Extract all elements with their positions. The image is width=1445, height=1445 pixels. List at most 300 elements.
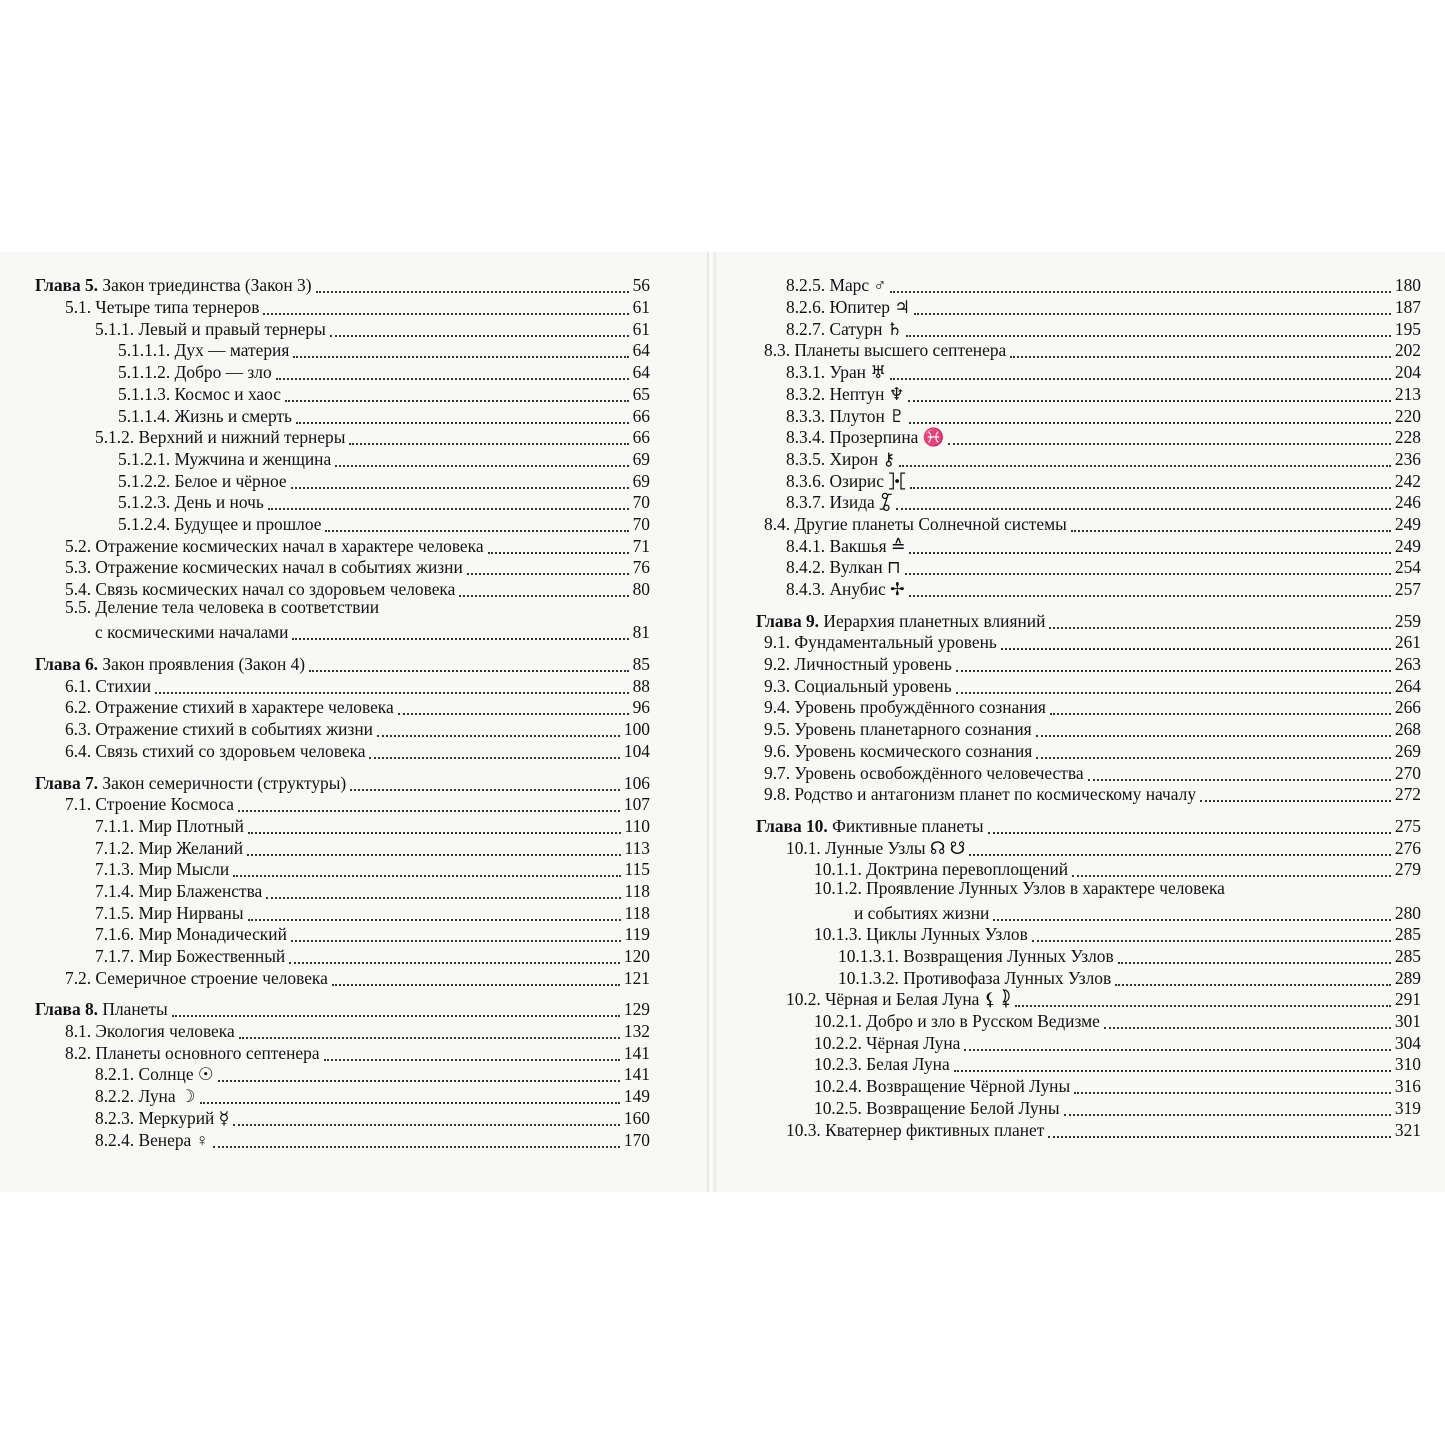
page-number: 110: [624, 815, 650, 836]
toc-entry-title: [786, 297, 910, 319]
dot-leader: [906, 317, 1391, 336]
toc-entry-title: [814, 878, 1225, 898]
toc-title-text: 5.1.2.1. Мужчина и женщина: [118, 448, 332, 469]
dot-leader: [1048, 1118, 1391, 1137]
toc-entry: [35, 337, 650, 359]
toc-entry-title: [95, 1130, 209, 1152]
page-number: 113: [624, 837, 650, 858]
toc-entry: [756, 921, 1421, 943]
toc-entry: [35, 834, 650, 856]
page-number: 170: [623, 1129, 650, 1150]
dot-leader: [218, 1063, 620, 1082]
page-number: 70: [632, 492, 650, 513]
toc-entry-title: [65, 1043, 320, 1065]
toc-title-text: 7.1. Строение Космоса: [65, 794, 234, 815]
toc-entry: [35, 921, 650, 943]
toc-title-text: 5.1.1.1. Дух — материя: [118, 340, 290, 361]
toc-chapter-entry: [756, 813, 1421, 835]
toc-title-text: 8.2.5. Марс ♂: [786, 275, 887, 296]
toc-entry: [35, 1083, 650, 1105]
toc-title-text: 5.1.2.4. Будущее и прошлое: [118, 513, 322, 534]
toc-title-text: 7.1.5. Мир Нирваны: [95, 902, 244, 923]
page-number: 65: [632, 383, 650, 404]
toc-title-text: 6.1. Стихии: [65, 675, 152, 696]
toc-title-text: 9.5. Уровень планетарного сознания: [764, 719, 1032, 740]
toc-entry-title: [814, 1033, 960, 1055]
toc-entry-title: [95, 881, 262, 903]
page-number: 285: [1394, 924, 1421, 945]
dot-leader: [964, 1031, 1391, 1050]
toc-entry-title: [65, 536, 484, 558]
toc-title-text: 6.3. Отражение стихий в событиях жизни: [65, 719, 373, 740]
toc-entry: [35, 737, 650, 759]
toc-title-text: 5.3. Отражение космических начал в событиях жизни: [65, 557, 463, 578]
toc-title-text: и событиях жизни: [854, 902, 990, 923]
toc-entry: [756, 986, 1421, 1008]
toc-entry-title: [65, 676, 151, 698]
toc-entry-title: [95, 1108, 229, 1130]
toc-entry: [35, 597, 650, 643]
toc-entry-title: [814, 1054, 950, 1076]
toc-entry: [35, 716, 650, 738]
toc-title-text: 8.2.1. Солнце ☉: [95, 1064, 214, 1085]
dot-leader: [316, 274, 629, 293]
toc-entry: [756, 576, 1421, 598]
toc-entry: [756, 1116, 1421, 1138]
dot-leader: [1088, 761, 1391, 780]
page-number: 141: [623, 1064, 650, 1085]
toc-title-text: 10.2. Чёрная и Белая Луна ⚸ ⯝: [786, 989, 1012, 1010]
dot-leader: [909, 578, 1391, 597]
dot-leader: [155, 674, 629, 693]
page-number: 276: [1394, 837, 1421, 858]
toc-title-text: 10.1.2. Проявление Лунных Узлов в характере человека: [814, 877, 1225, 898]
dot-leader: [890, 274, 1390, 293]
page-number: 310: [1394, 1054, 1421, 1075]
toc-entry: [35, 899, 650, 921]
dot-leader: [1074, 1075, 1391, 1094]
page-number: 264: [1394, 675, 1421, 696]
toc-title-text: 8.3.3. Плутон ♇: [786, 405, 905, 426]
page-number: 121: [623, 967, 650, 988]
page-number: 115: [624, 859, 650, 880]
dot-leader: [459, 578, 628, 597]
page-number: 129: [623, 999, 650, 1020]
dot-leader: [268, 491, 629, 510]
toc-entry: [35, 878, 650, 900]
toc-entry-line: [814, 878, 1421, 900]
toc-entry-title: [786, 319, 902, 341]
toc-title-text: 9.3. Социальный уровень: [764, 675, 952, 696]
page-number: 266: [1394, 697, 1421, 718]
toc-entry-title: [786, 492, 892, 514]
dot-leader: [896, 491, 1391, 510]
dot-leader: [1036, 718, 1391, 737]
page-number: 61: [632, 297, 650, 318]
dot-leader: [233, 1106, 620, 1125]
toc-title-text: 8.2. Планеты основного септенера: [65, 1042, 320, 1063]
toc-entry-title: [764, 719, 1032, 741]
dot-leader: [909, 404, 1391, 423]
toc-entry-title: [814, 1098, 1060, 1120]
toc-title-text: 8.4.3. Анубис ✢: [786, 579, 905, 600]
toc-title-text: 8.2.2. Луна ☽: [95, 1086, 196, 1107]
toc-entry: [756, 629, 1421, 651]
toc-title-text: 5.1.1.3. Космос и хаос: [118, 383, 281, 404]
toc-title-text: 9.7. Уровень освобождённого человечества: [764, 762, 1084, 783]
toc-entry-title: [756, 816, 984, 838]
dot-leader: [377, 718, 620, 737]
toc-entry: [756, 781, 1421, 803]
toc-title-text: 5.4. Связь космических начал со здоровьем человека: [65, 579, 456, 600]
toc-entry-title: [95, 859, 229, 881]
toc-title-text: Закон проявления (Закон 4): [102, 654, 306, 675]
toc-title-text: 6.4. Связь стихий со здоровьем человека: [65, 740, 366, 761]
toc-title-text: 9.4. Уровень пробуждённого сознания: [764, 697, 1046, 718]
toc-entry-title: [35, 773, 346, 795]
toc-title-text: 7.1.1. Мир Плотный: [95, 815, 244, 836]
toc-title-text: 10.2.4. Возвращение Чёрной Луны: [814, 1076, 1071, 1097]
toc-title-text: 10.2.5. Возвращение Белой Луны: [814, 1097, 1060, 1118]
toc-entry-title: [35, 275, 312, 297]
dot-leader: [1036, 739, 1391, 758]
page-number: 70: [632, 513, 650, 534]
toc-entry: [35, 856, 650, 878]
toc-entry: [35, 813, 650, 835]
toc-entry-title: [65, 297, 259, 319]
page-number: 119: [624, 924, 650, 945]
toc-entry-title: [786, 536, 905, 558]
toc-title-text: Закон семеричности (структуры): [102, 772, 347, 793]
toc-title-text: 9.2. Личностный уровень: [764, 654, 952, 675]
dot-leader: [200, 1085, 620, 1104]
page-number: 96: [632, 697, 650, 718]
toc-title-text: 9.8. Родство и антагонизм планет по космическому началу: [764, 784, 1197, 805]
toc-entry-title: [118, 492, 264, 514]
dot-leader: [349, 426, 628, 445]
table-of-contents-right: [756, 272, 1421, 1138]
toc-entry: [756, 651, 1421, 673]
toc-entry: [35, 315, 650, 337]
page-number: 64: [632, 340, 650, 361]
dot-leader: [948, 426, 1391, 445]
toc-title-text: Иерархия планетных влияний: [823, 610, 1046, 631]
toc-entry: [756, 402, 1421, 424]
page-number: 81: [632, 622, 650, 643]
page-number: 202: [1394, 340, 1421, 361]
toc-entry-title: [65, 719, 373, 741]
toc-title-text: 5.5. Деление тела человека в соответствии: [65, 597, 380, 618]
toc-entry: [756, 834, 1421, 856]
page-number: 71: [632, 535, 650, 556]
page-number: 118: [624, 902, 650, 923]
chapter-number: Глава 5.: [35, 275, 99, 296]
toc-entry-title: [786, 384, 904, 406]
dot-leader: [238, 793, 620, 812]
toc-title-text: 5.1.2. Верхний и нижний тернеры: [95, 427, 346, 448]
toc-entry-title: [65, 697, 394, 719]
page-number: 280: [1394, 902, 1421, 923]
toc-entry-line: [814, 899, 1421, 921]
dot-leader: [1118, 945, 1391, 964]
toc-title-text: 5.1.2.2. Белое и чёрное: [118, 470, 287, 491]
toc-entry: [35, 446, 650, 468]
toc-chapter-entry: [35, 996, 650, 1018]
toc-entry-title: [118, 514, 321, 536]
toc-entry: [35, 1061, 650, 1083]
page-number: 204: [1394, 362, 1421, 383]
page-number: 279: [1394, 859, 1421, 880]
dot-leader: [266, 880, 620, 899]
toc-entry-title: [95, 427, 345, 449]
toc-entry: [756, 446, 1421, 468]
page-number: 291: [1394, 989, 1421, 1010]
toc-entry-title: [786, 362, 886, 384]
dot-leader: [899, 448, 1391, 467]
chapter-number: Глава 6.: [35, 654, 99, 675]
toc-entry: [756, 964, 1421, 986]
toc-entry: [35, 489, 650, 511]
page-number: 269: [1394, 740, 1421, 761]
toc-entry: [35, 791, 650, 813]
page-number: 104: [623, 740, 650, 761]
dot-leader: [350, 771, 620, 790]
dot-leader: [467, 556, 629, 575]
toc-title-text: 7.1.6. Мир Монадический: [95, 924, 287, 945]
toc-entry-title: [764, 763, 1084, 785]
toc-title-text: 9.6. Уровень космического сознания: [764, 740, 1033, 761]
page-number: 304: [1394, 1032, 1421, 1053]
toc-entry-title: [786, 427, 944, 449]
toc-entry-title: [118, 384, 281, 406]
toc-entry: [35, 380, 650, 402]
page-number: 100: [623, 719, 650, 740]
toc-title-text: 10.2.3. Белая Луна: [814, 1054, 950, 1075]
page-number: 195: [1394, 318, 1421, 339]
dot-leader: [296, 404, 629, 423]
dot-leader: [398, 696, 629, 715]
toc-title-text: 8.4.1. Вакшья ≙: [786, 535, 906, 556]
chapter-number: Глава 7.: [35, 772, 99, 793]
toc-entry-title: [95, 816, 244, 838]
dot-leader: [324, 1041, 620, 1060]
dot-leader: [488, 534, 629, 553]
toc-title-text: 8.2.7. Сатурн ♄: [786, 318, 903, 339]
dot-leader: [1104, 1010, 1391, 1029]
toc-chapter-entry: [35, 769, 650, 791]
dot-leader: [369, 739, 619, 758]
toc-title-text: 5.1. Четыре типа тернеров: [65, 297, 260, 318]
toc-entry: [35, 1104, 650, 1126]
toc-entry-title: [764, 784, 1196, 806]
page-number: 76: [632, 557, 650, 578]
toc-entry: [756, 424, 1421, 446]
dot-leader: [1071, 513, 1391, 532]
toc-entry: [756, 467, 1421, 489]
dot-leader: [1050, 696, 1391, 715]
toc-entry: [756, 359, 1421, 381]
toc-entry: [35, 1018, 650, 1040]
toc-entry: [756, 1094, 1421, 1116]
toc-title-text: 5.2. Отражение космических начал в характере человека: [65, 535, 484, 556]
toc-title-text: 5.1.2.3. День и ночь: [118, 492, 264, 513]
dot-leader: [309, 653, 629, 672]
toc-entry-title: [814, 1076, 1070, 1098]
left-page: [0, 252, 707, 1192]
toc-title-text: 8.3.4. Прозерпина ♓: [786, 427, 945, 448]
toc-entry: [35, 294, 650, 316]
page-number: 118: [624, 880, 650, 901]
dot-leader: [1200, 783, 1391, 802]
page-number: 249: [1394, 513, 1421, 534]
dot-leader: [1115, 966, 1391, 985]
page-number: 249: [1394, 535, 1421, 556]
toc-entry: [35, 467, 650, 489]
toc-title-text: 8.4.2. Вулкан ⊓: [786, 557, 901, 578]
toc-entry: [756, 1008, 1421, 1030]
page-number: 321: [1394, 1119, 1421, 1140]
dot-leader: [1064, 1096, 1391, 1115]
toc-entry-title: [95, 319, 326, 341]
right-page: [716, 252, 1445, 1192]
dot-leader: [325, 513, 628, 532]
toc-entry-title: [35, 654, 305, 676]
toc-entry: [756, 1051, 1421, 1073]
dot-leader: [248, 815, 621, 834]
dot-leader: [285, 382, 629, 401]
dot-leader: [239, 1020, 620, 1039]
toc-title-text: 5.1.1. Левый и правый тернеры: [95, 318, 326, 339]
toc-entry-title: [786, 275, 886, 297]
dot-leader: [908, 382, 1391, 401]
dot-leader: [335, 448, 628, 467]
page-number: 301: [1394, 1011, 1421, 1032]
toc-chapter-entry: [756, 607, 1421, 629]
dot-leader: [956, 674, 1391, 693]
toc-entry: [756, 694, 1421, 716]
toc-entry: [756, 532, 1421, 554]
toc-entry-title: [95, 1086, 196, 1108]
toc-entry-line: [65, 597, 650, 619]
toc-entry-title: [764, 632, 997, 654]
toc-entry-title: [65, 597, 379, 617]
page-number: 319: [1394, 1097, 1421, 1118]
toc-title-text: Планеты: [102, 999, 168, 1020]
chapter-number: Глава 8.: [35, 999, 99, 1020]
dot-leader: [330, 317, 629, 336]
page-number: 66: [632, 405, 650, 426]
toc-title-text: 6.2. Отражение стихий в характере человека: [65, 697, 394, 718]
page-number: 160: [623, 1107, 650, 1128]
dot-leader: [956, 653, 1391, 672]
toc-entry: [756, 716, 1421, 738]
toc-entry: [756, 1073, 1421, 1095]
dot-leader: [1072, 858, 1391, 877]
page-number: 246: [1394, 492, 1421, 513]
toc-title-text: 8.3.2. Нептун ♆: [786, 383, 905, 404]
toc-title-text: 10.2.1. Добро и зло в Русском Ведизме: [814, 1011, 1100, 1032]
dot-leader: [213, 1128, 620, 1147]
toc-title-text: 5.1.1.4. Жизнь и смерть: [118, 405, 292, 426]
toc-entry-title: [95, 622, 288, 644]
toc-entry: [35, 402, 650, 424]
page-number: 106: [623, 772, 650, 793]
page-number: 259: [1394, 610, 1421, 631]
toc-entry: [756, 759, 1421, 781]
page-number: 180: [1394, 275, 1421, 296]
toc-entry: [756, 856, 1421, 878]
toc-entry-title: [35, 999, 168, 1021]
dot-leader: [910, 469, 1391, 488]
page-number: 69: [632, 448, 650, 469]
toc-entry-title: [764, 340, 1006, 362]
toc-title-text: 7.1.2. Мир Желаний: [95, 837, 244, 858]
toc-title-text: 8.3.6. Озирис ⯘: [786, 470, 906, 491]
toc-entry-title: [65, 968, 328, 990]
toc-entry-title: [65, 557, 463, 579]
toc-entry-title: [95, 946, 285, 968]
toc-title-text: 7.1.4. Мир Блаженства: [95, 880, 263, 901]
toc-title-text: 10.1.3.2. Противофаза Лунных Узлов: [838, 967, 1112, 988]
toc-entry: [756, 272, 1421, 294]
page-number: 69: [632, 470, 650, 491]
dot-leader: [233, 858, 620, 877]
toc-title-text: 10.1. Лунные Узлы ☊ ☋: [786, 837, 966, 858]
toc-title-text: 7.1.7. Мир Божественный: [95, 946, 286, 967]
toc-title-text: 8.3. Планеты высшего септенера: [764, 340, 1007, 361]
page-number: 61: [632, 318, 650, 339]
toc-entry-title: [118, 362, 272, 384]
dot-leader: [1010, 339, 1391, 358]
toc-title-text: 7.1.3. Мир Мысли: [95, 859, 230, 880]
page-number: 187: [1394, 297, 1421, 318]
toc-entry-title: [65, 741, 365, 763]
toc-entry: [35, 694, 650, 716]
dot-leader: [1001, 631, 1391, 650]
dot-leader: [332, 966, 620, 985]
toc-title-text: с космическими началами: [95, 622, 289, 643]
toc-chapter-entry: [35, 272, 650, 294]
toc-entry: [756, 315, 1421, 337]
dot-leader: [905, 556, 1391, 575]
toc-entry: [756, 337, 1421, 359]
dot-leader: [276, 361, 629, 380]
dot-leader: [289, 945, 620, 964]
chapter-number: Глава 10.: [756, 815, 828, 836]
toc-title-text: 8.3.7. Изида ⯙: [786, 492, 893, 513]
dot-leader: [914, 296, 1391, 315]
toc-entry-line: [65, 619, 650, 641]
dot-leader: [172, 998, 620, 1017]
toc-title-text: 10.1.1. Доктрина перевоплощений: [814, 859, 1069, 880]
page-number: 261: [1394, 632, 1421, 653]
toc-entry-title: [786, 471, 906, 493]
page-number: 64: [632, 362, 650, 383]
toc-entry: [756, 878, 1421, 921]
toc-entry-title: [756, 611, 1045, 633]
toc-entry: [35, 943, 650, 965]
toc-title-text: 7.2. Семеричное строение человека: [65, 967, 328, 988]
toc-entry: [756, 554, 1421, 576]
toc-entry-title: [118, 471, 287, 493]
page-number: 270: [1394, 762, 1421, 783]
toc-entry: [35, 424, 650, 446]
toc-title-text: 8.2.3. Меркурий ☿: [95, 1107, 230, 1128]
toc-title-text: 8.3.1. Уран ♅: [786, 362, 886, 383]
toc-entry: [35, 1039, 650, 1061]
chapter-number: Глава 9.: [756, 610, 820, 631]
toc-entry-title: [118, 340, 289, 362]
